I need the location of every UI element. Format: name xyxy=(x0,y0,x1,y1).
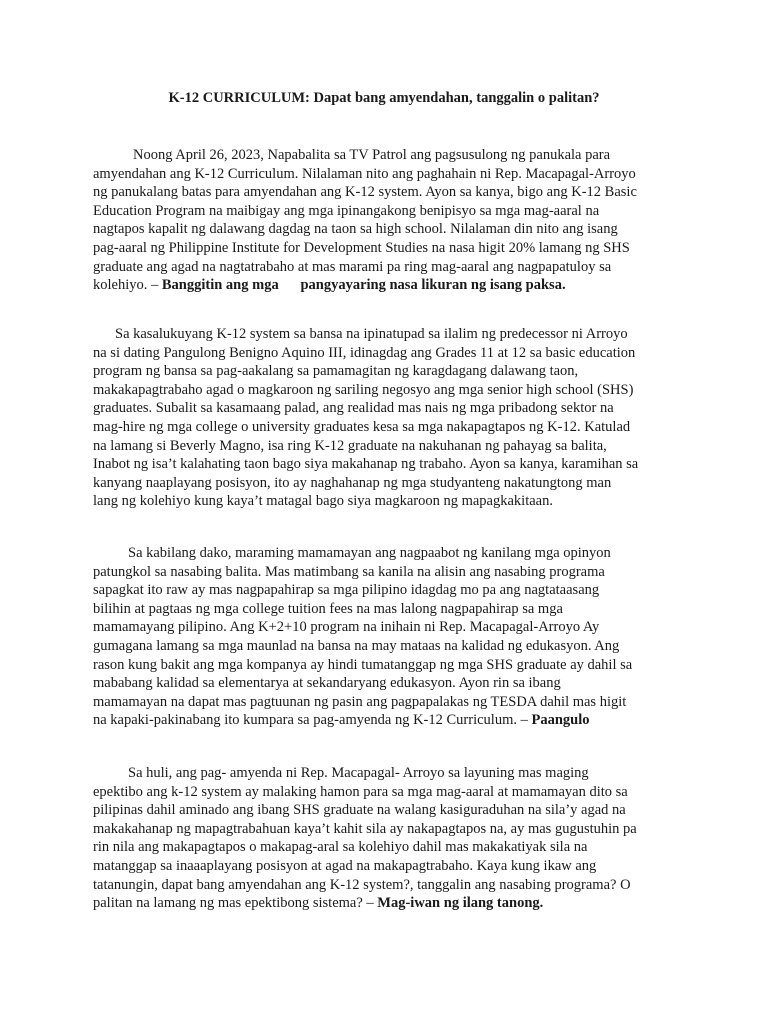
paragraph-line: mababang kalidad sa elementarya at sekandaryang edukasyon. Ayon rin sa ibang xyxy=(93,675,561,692)
paragraph-text: kolehiyo. – xyxy=(93,277,159,294)
paragraph-tag: Mag-iwan ng ilang tanong. xyxy=(377,895,544,912)
paragraph-line-last xyxy=(93,711,685,730)
paragraph-text: palitan na lamang ng mas epektibong sistema? – xyxy=(93,895,374,912)
paragraph-line: Education Program na maibigay ang mga ipinangakong benipisyo sa mga mag-aaral na xyxy=(93,202,600,219)
paragraph-line: matanggap sa inaaaplayang posisyon at agad na makapagtrabaho. Kaya kung ikaw ang xyxy=(93,857,597,874)
paragraph-line: gumagana lamang sa mga maunlad na bansa na may mataas na kalidad ng edukasyon. Ang xyxy=(93,637,620,654)
paragraph-line: nagtapos kapalit ng dalawang dagdag na taon sa high school. Nilalaman din nito ang isang xyxy=(93,221,618,238)
paragraph-text: na kapaki-pakinabang ito kumpara sa pag-amyenda ng K-12 Curriculum. – xyxy=(93,712,528,729)
paragraph-line: Sa kasalukuyang K-12 system sa bansa na ipinatupad sa ilalim ng predecessor ni Arroyo xyxy=(115,326,628,342)
paragraph-line: bilihin at pagtaas ng mga college tuition fees na mas lalong nagpapahirap sa mga xyxy=(93,600,563,617)
paragraph-line: graduates. Subalit sa kasamaang palad, ang realidad mas nais ng mga pribadong sektor na xyxy=(93,400,614,417)
paragraph-line: Sa kabilang dako, maraming mamamayan ang nagpaabot ng kanilang mga opinyon xyxy=(128,545,611,561)
paragraph-line: kanyang naaplayang posisyon, ito ay naghahanap ng mga studyanteng nakatungtong man xyxy=(93,474,612,491)
paragraph-line: na si dating Pangulong Benigno Aquino III, idinagdag ang Grades 11 at 12 sa basic education xyxy=(93,344,636,361)
paragraph-line: Sa huli, ang pag- amyenda ni Rep. Macapagal- Arroyo sa layuning mas maging xyxy=(128,765,589,781)
paragraph-line: Inabot ng isa’t kalahating taon bago siya makahanap ng trabaho. Ayon sa kanya, karamihan sa xyxy=(93,456,639,473)
paragraph-line: makakapagtrabaho agad o magkaroon ng sariling negosyo ang mga senior high school (SHS) xyxy=(93,381,634,398)
paragraph-line: tatanungin, dapat bang amyendahan ang K-12 system?, tanggalin ang nasabing programa? O xyxy=(93,876,631,893)
paragraph-background xyxy=(93,146,685,295)
document-title: K-12 CURRICULUM: Dapat bang amyendahan, tanggalin o palitan? xyxy=(168,90,600,106)
paragraph-line: pag-aaral ng Philippine Institute for Development Studies na nasa higit 20% lamang ng SHS xyxy=(93,239,630,256)
paragraph-line: rin nila ang makapagtapos o makapag-aral sa kolehiyo dahil mas makakatiyak sila na xyxy=(93,839,588,856)
paragraph-line: amyendahan ang K-12 Curriculum. Nilalaman nito ang paghahain ni Rep. Macapagal-Arroyo xyxy=(93,165,636,182)
paragraph-line: Noong April 26, 2023, Napabalita sa TV Patrol ang pagsusulong ng panukala para xyxy=(133,147,611,163)
paragraph-context xyxy=(93,325,685,511)
paragraph-conclusion xyxy=(93,764,685,913)
paragraph-line: makakahanap ng mapagtrabahuan kaya’t kahit sila ay nakapagtapos na, ay mas gugustuhin pa xyxy=(93,820,637,837)
paragraph-line: ng panukalang batas para amyendahan ang K-12 system. Ayon sa kanya, bigo ang K-12 Basic xyxy=(93,184,637,201)
paragraph-line: mag-hire ng mga college o university graduates kesa sa mga nakapagtapos ng K-12. Katulad xyxy=(93,418,631,435)
paragraph-line: graduate ang agad na nagtatrabaho at mas marami pa ring mag-aaral ang nagpapatuloy sa xyxy=(93,258,612,275)
paragraph-line: rason kung bakit ang mga kompanya ay hindi tumatanggap ng mga SHS graduate ay dahil sa xyxy=(93,656,633,673)
paragraph-line-last xyxy=(93,276,685,295)
paragraph-tag: Paangulo xyxy=(531,712,590,729)
paragraph-line: patungkol sa nasabing balita. Mas matimbang sa kanila na alisin ang nasabing programa xyxy=(93,563,605,580)
paragraph-line: mamamayan na dapat mas pagtuunan ng pasin ang pagpapalakas ng TESDA dahil mas higit xyxy=(93,693,627,710)
paragraph-line-last xyxy=(93,894,685,913)
paragraph-line: program ng bansa sa pag-aakalang sa pamamagitan ng karagdagang dalawang taon, xyxy=(93,363,579,380)
paragraph-line: na lamang si Beverly Magno, isa ring K-12 graduate na nakuhanan ng pahayag sa balita, xyxy=(93,437,607,454)
paragraph-line: pilipinas dahil aminado ang ibang SHS graduate na walang kasiguraduhan na sila’y agad na xyxy=(93,802,626,819)
paragraph-line: sapagkat ito raw ay mas nagpapahirap sa mga pilipino idagdag mo pa ang nagtataasang xyxy=(93,582,600,599)
paragraph-line: epektibo ang k-12 system ay malaking hamon para sa mga mag-aaral at mamamayan dito sa xyxy=(93,783,628,800)
paragraph-line: mamamayang pilipino. Ang K+2+10 program na inihain ni Rep. Macapagal-Arroyo Ay xyxy=(93,619,600,636)
paragraph-tag: Banggitin ang mga pangyayaring nasa likuran ng isang paksa. xyxy=(161,277,566,294)
paragraph-opinions xyxy=(93,544,685,730)
paragraph-line: lang ng kolehiyo kung kaya’t matagal bago siya magkaroon ng mapagkakitaan. xyxy=(93,493,553,510)
